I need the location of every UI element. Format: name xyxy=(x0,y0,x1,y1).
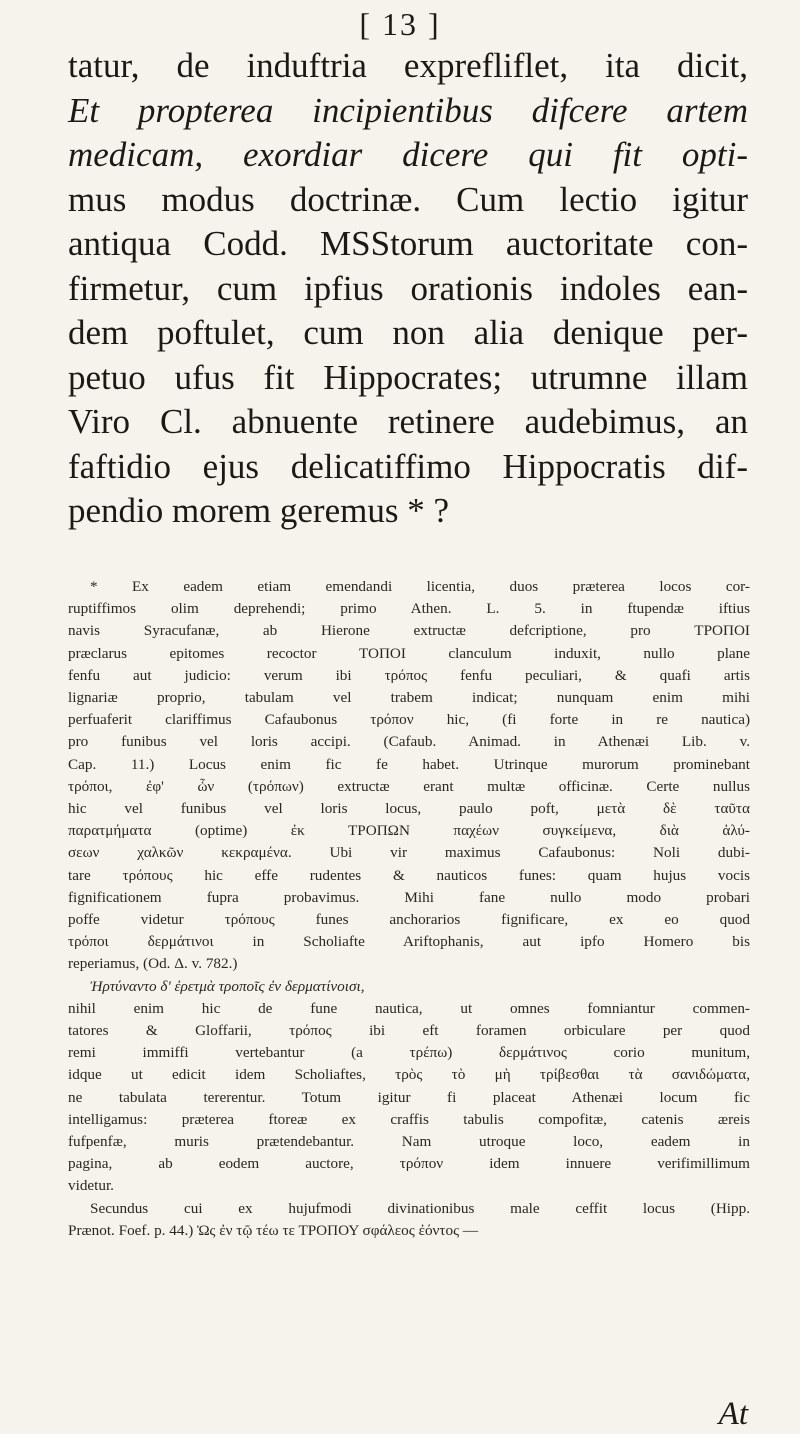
footnote-line: navis Syracufanæ, ab Hierone extructæ defcriptione, pro ΤΡΟΠΟΙ xyxy=(68,622,750,640)
footnote-line: pagina, ab eodem auctore, τρόπον idem innuere verifimillimum xyxy=(68,1155,750,1173)
footnote-line: reperiamus, (Od. Δ. v. 782.) xyxy=(68,955,238,973)
catchword: At xyxy=(718,1396,748,1432)
footnote-line: fufpenfæ, muris prætendebantur. Nam utroque loco, eadem in xyxy=(68,1133,750,1151)
text-line: petuo ufus fit Hippocrates; utrumne illam xyxy=(68,357,748,397)
footnote-line: Prænot. Foef. p. 44.) Ὡς ἐν τῷ τέω τε ΤΡΟΠΟΥ σφάλεος ἐόντος — xyxy=(68,1221,479,1239)
footnote-line: παρατμήματα (optime) ἐκ ΤΡΟΠΩΝ παχέων συγκείμενα, διὰ ἀλύ- xyxy=(68,822,750,840)
footnote-line: hic vel funibus vel loris locus, paulo poft, μετὰ δὲ ταῦτα xyxy=(68,800,750,818)
footnote-line: fignificationem fupra probavimus. Mihi fane nullo modo probari xyxy=(68,888,750,906)
footnote-line: tare τρόπους hic effe rudentes & nauticos funes: quam hujus vocis xyxy=(68,866,750,884)
text-line: dem poftulet, cum non alia denique per- xyxy=(68,313,748,352)
footnote-line: σεων χαλκῶν κεκραμένα. Ubi vir maximus Cafaubonus: Noli dubi- xyxy=(68,844,750,862)
footnote-block xyxy=(68,576,750,1242)
text-line: tatur, de induftria exprefliflet, ita dicit, xyxy=(68,46,748,85)
text-line: mus modus doctrinæ. Cum lectio igitur xyxy=(68,179,748,219)
footnote-line: lignariæ proprio, tabulam vel trabem indicat; nunquam enim mihi xyxy=(68,689,750,707)
footnote-line: ne tabulata tererentur. Totum igitur fi placeat Athenæi locum fic xyxy=(68,1088,750,1106)
text-line: Viro Cl. abnuente retinere audebimus, an xyxy=(68,402,748,441)
footnote-line: idque ut edicit idem Scholiaftes, τρὸς τὸ μὴ τρίβεσθαι τὰ σανιδώματα, xyxy=(68,1066,750,1084)
footnote-line: perfuaferit clariffimus Cafaubonus τρόπον hic, (fi forte in re nautica) xyxy=(68,711,750,729)
footnote-line: Cap. 11.) Locus enim fic fe habet. Utrinque murorum prominebant xyxy=(68,755,750,773)
text-line: Et propterea incipientibus difcere artem xyxy=(68,90,748,130)
footnote-line: remi immiffi vertebantur (a τρέπω) δερμάτινος corio munitum, xyxy=(68,1044,750,1062)
footnote-line: Secundus cui ex hujufmodi divinationibus male ceffit locus (Hipp. xyxy=(90,1199,750,1217)
footnote-line: tatores & Gloffarii, τρόπος ibi eft foramen orbiculare per quod xyxy=(68,1022,750,1040)
footnote-line: intelligamus: præterea ftoreæ ex craffis tabulis compofitæ, catenis æreis xyxy=(68,1110,750,1128)
text-line: medicam, exordiar dicere qui fit opti- xyxy=(68,135,748,174)
page-number: [ 13 ] xyxy=(359,6,441,42)
footnote-quote-line: Ἠρτύναντο δ' ἐρετμὰ τροποῖς ἐν δερματίνοισι, xyxy=(90,977,365,995)
footnote-line: fenfu aut judicio: verum ibi τρόπος fenfu peculiari, & quafi artis xyxy=(68,666,750,684)
footnote-line: videtur. xyxy=(68,1177,114,1195)
footnote-line: τρόποι, ἐφ' ὧν (τρόπων) extructæ erant multæ officinæ. Certe nullus xyxy=(68,777,750,795)
footnote-line: poffe videtur τρόπους funes anchorarios fignificare, ex eo quod xyxy=(68,911,750,929)
text-line: firmetur, cum ipfius orationis indoles ean- xyxy=(68,268,748,308)
footnote-line: ruptiffimos olim deprehendi; primo Athen. L. 5. in ftupendæ iftius xyxy=(68,600,750,618)
footnote-line: pro funibus vel loris accipi. (Cafaub. Animad. in Athenæi Lib. v. xyxy=(68,733,750,751)
footnote-line: præclarus epitomes recoctor ΤΟΠΟΙ clanculum induxit, nullo plane xyxy=(68,644,750,662)
text-line: antiqua Codd. MSStorum auctoritate con- xyxy=(68,224,748,263)
footnote-line: * Ex eadem etiam emendandi licentia, duos prætereа locos cor- xyxy=(90,578,750,595)
footnote-line: nihil enim hic de fune nautica, ut omnes fomniantur commen- xyxy=(68,999,750,1017)
main-text-block xyxy=(68,44,748,534)
text-line: pendio morem geremus * ? xyxy=(68,491,450,530)
text-line: faftidio ejus delicatiffimo Hippocratis dif- xyxy=(68,446,748,486)
footnote-line: τρόποι δερμάτινοι in Scholiafte Ariftophanis, aut ipfo Homero bis xyxy=(68,933,750,951)
